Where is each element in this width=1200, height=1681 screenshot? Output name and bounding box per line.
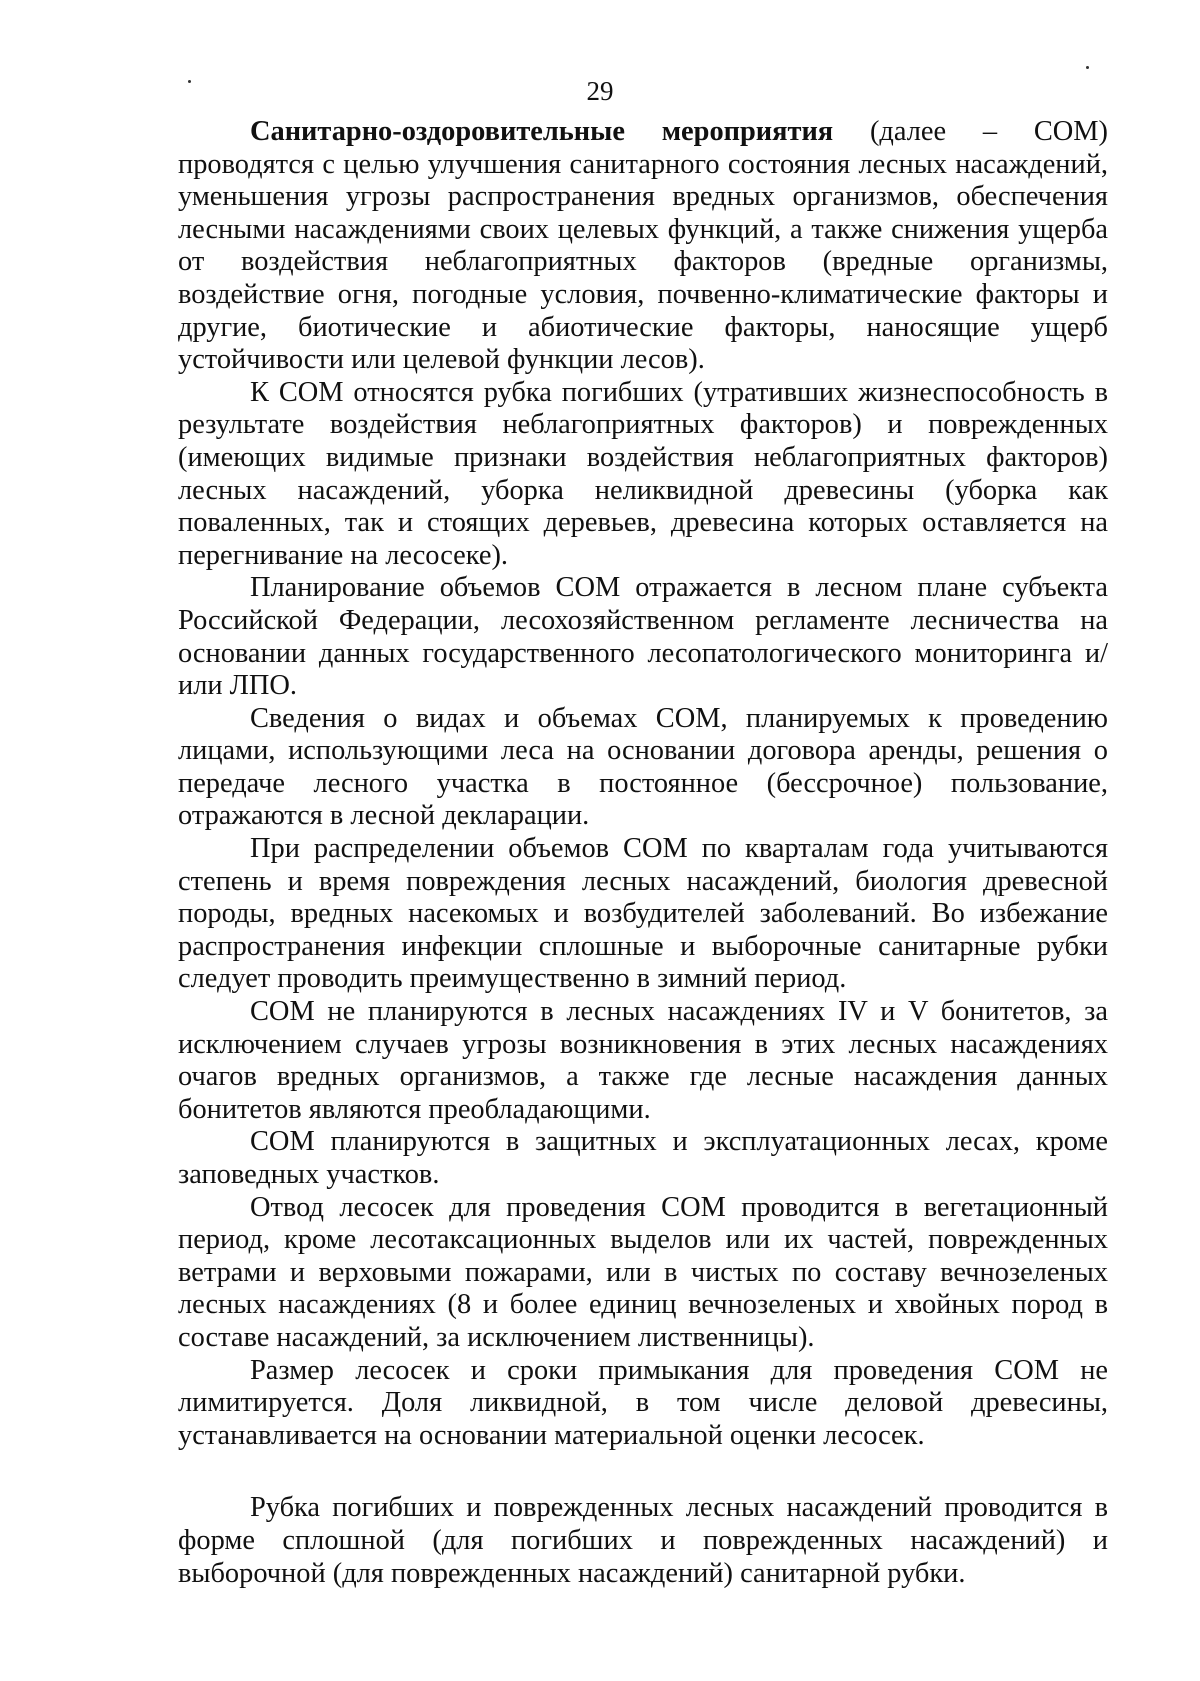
- paragraph-2: К СОМ относятся рубка погибших (утративших жизнеспособность в результате воздействия неблагоприятных факторов) и поврежденных (имеющих видимые признаки воздействия неблагоприятных факторов) лесных насаждений, уборка неликвидной древесины (уборка как поваленных, так и стоящих деревьев, древесина которых оставляется на перегнивание на лесосеке).: [178, 376, 1108, 571]
- paragraph-9: Размер лесосек и сроки примыкания для проведения СОМ не лимитируется. Доля ликвидной, в том числе деловой древесины, устанавливается на основании материальной оценки лесосек.: [178, 1354, 1108, 1451]
- page-number: 29: [586, 76, 614, 106]
- paragraph-1: [178, 116, 1108, 377]
- document-body: [178, 116, 1108, 1590]
- paragraph-6: СОМ не планируются в лесных насаждениях IV и V бонитетов, за исключением случаев угрозы возникновения в этих лесных насаждениях очагов вредных организмов, а также где лесные насаждения данных бонитетов являются преобладающими.: [178, 996, 1108, 1125]
- paragraph-1-bold-lead: Санитарно-оздоровительные мероприятия: [250, 116, 834, 147]
- scan-speck: [1086, 66, 1089, 69]
- paragraph-3: Планирование объемов СОМ отражается в лесном плане субъекта Российской Федерации, лесохозяйственном регламенте лесничества на основании данных государственного лесопатологического мониторинга и/или ЛПО.: [178, 572, 1108, 702]
- paragraph-1-text: (далее – СОМ) проводятся с целью улучшения санитарного состояния лесных насаждений, уменьшения угрозы распространения вредных организмов, обеспечения лесными насаждениями своих целевых функций, а также снижения ущерба от воздействия неблагоприятных факторов (вредные организмы, воздействие огня, погодные условия, почвенно-климатические факторы и другие, биотические и абиотические факторы, наносящие ущерб устойчивости или целевой функции лесов).: [178, 116, 1108, 376]
- paragraph-4: Сведения о видах и объемах СОМ, планируемых к проведению лицами, использующими леса на основании договора аренды, решения о передаче лесного участка в постоянное (бессрочное) пользование, отражаются в лесной декларации.: [178, 702, 1108, 832]
- paragraph-7: СОМ планируются в защитных и эксплуатационных лесах, кроме заповедных участков.: [178, 1126, 1108, 1190]
- paragraph-10: Рубка погибших и поврежденных лесных насаждений проводится в форме сплошной (для погибших и поврежденных насаждений) и выборочной (для поврежденных насаждений) санитарной рубки.: [178, 1492, 1108, 1589]
- paragraph-8: Отвод лесосек для проведения СОМ проводится в вегетационный период, кроме лесотаксационных выделов или их частей, поврежденных ветрами и верховыми пожарами, или в чистых по составу вечнозеленых лесных насаждениях (8 и более единиц вечнозеленых и хвойных пород в составе насаждений, за исключением лиственницы).: [178, 1191, 1108, 1353]
- paragraph-5: При распределении объемов СОМ по кварталам года учитываются степень и время повреждения лесных насаждений, биология древесной породы, вредных насекомых и возбудителей заболеваний. Во избежание распространения инфекции сплошные и выборочные санитарные рубки следует проводить преимущественно в зимний период.: [178, 833, 1108, 995]
